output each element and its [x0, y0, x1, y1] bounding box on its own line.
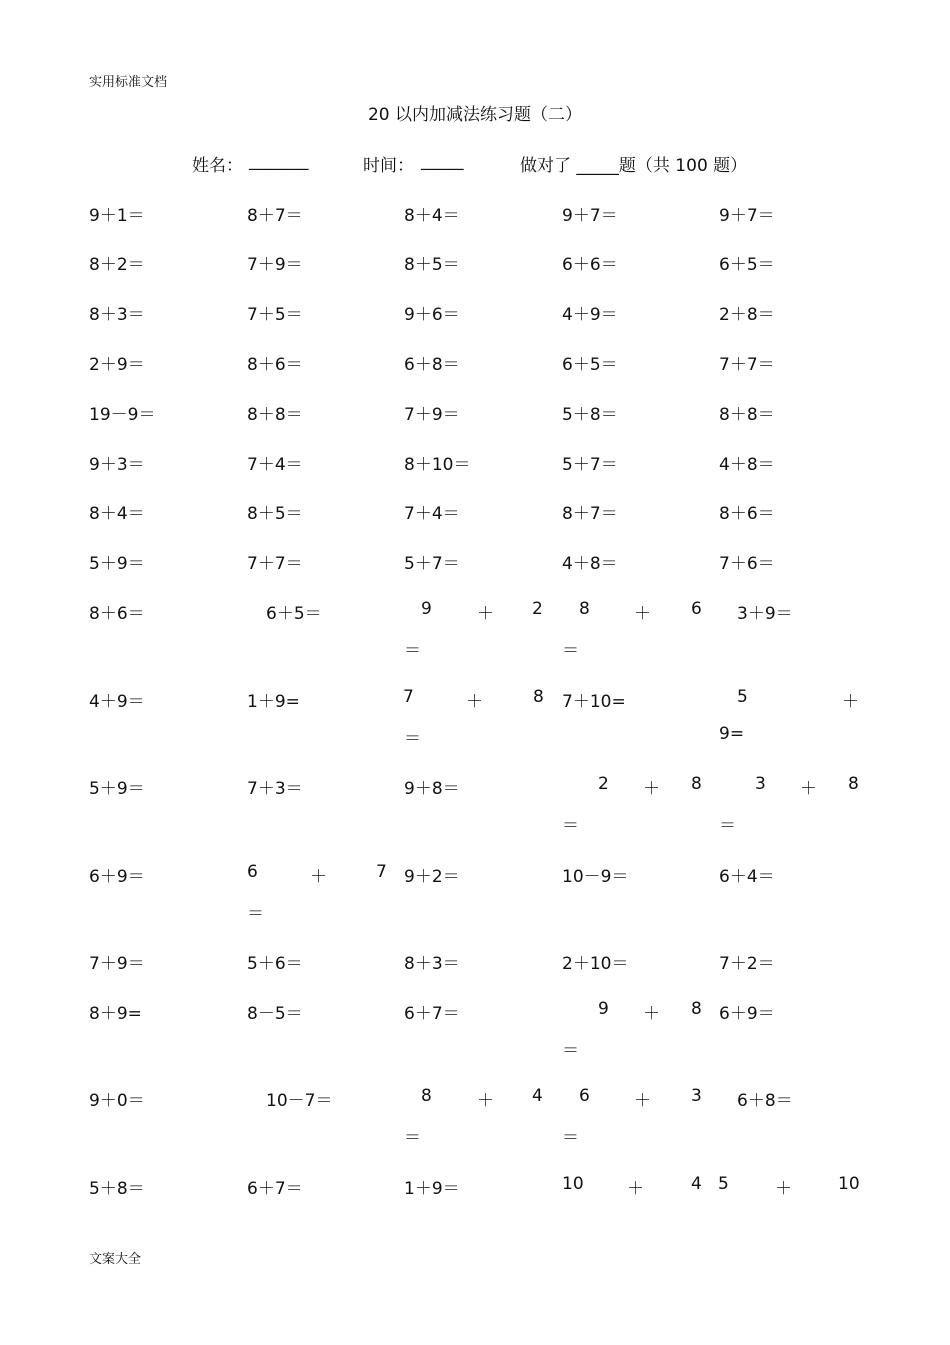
problem-token: 3	[755, 774, 766, 794]
problem-token: 8	[848, 774, 859, 794]
problem-token: ＋	[466, 692, 483, 712]
problem-token: 4	[532, 1086, 543, 1106]
problem-token: 6＋9＝	[719, 1004, 775, 1024]
problem-cell: 4＋9＝	[562, 305, 618, 325]
problem-token: ＋	[842, 692, 859, 712]
problem-token: ＋	[634, 1091, 651, 1111]
problem-cell: 8＋8＝	[719, 405, 775, 425]
problem-cell: 9＋1＝	[89, 206, 145, 226]
problem-token: ＋	[310, 867, 327, 887]
problem-token: ＋	[800, 779, 817, 799]
problem-token: ＋	[477, 604, 494, 624]
problem-cell: 6＋6＝	[562, 255, 618, 275]
problem-token: 4	[691, 1174, 702, 1194]
problem-token: 8＋6＝	[89, 604, 145, 624]
problem-token: ＋	[627, 1179, 644, 1199]
problem-cell: 9＋7＝	[719, 206, 775, 226]
problem-token: 5	[718, 1174, 729, 1194]
problem-cell: 7＋4＝	[404, 504, 460, 524]
problem-token: 9	[421, 599, 432, 619]
problem-cell: 6＋5＝	[719, 255, 775, 275]
page-header-text: 实用标准文档	[89, 75, 168, 90]
problem-token: ＋	[775, 1179, 792, 1199]
problem-cell: 8＋4＝	[89, 504, 145, 524]
problem-token: 8	[579, 599, 590, 619]
problem-token: 8－5＝	[247, 1004, 303, 1024]
problem-cell: 6＋5＝	[562, 355, 618, 375]
problem-token: ＋	[643, 1004, 660, 1024]
problem-token: 1＋9＝	[404, 1179, 460, 1199]
problem-token: 9＋2＝	[404, 867, 460, 887]
problem-token: 3	[691, 1086, 702, 1106]
problem-token: 8＋9=	[89, 1004, 142, 1024]
time-label: 时间：	[363, 156, 414, 176]
problem-token: ＝	[562, 1128, 579, 1148]
problem-cell: 7＋5＝	[247, 305, 303, 325]
problem-token: ＝	[719, 816, 736, 836]
problem-token: 6＋5＝	[266, 604, 322, 624]
problem-token: ＝	[562, 816, 579, 836]
problem-cell: 5＋7＝	[562, 455, 618, 475]
problem-cell: 7＋6＝	[719, 554, 775, 574]
problem-cell: 7＋7＝	[247, 554, 303, 574]
name-blank: _______	[249, 151, 309, 171]
score-label: 做对了 _____题（共 100 题）	[520, 156, 748, 176]
problem-token: 8	[533, 687, 544, 707]
problem-cell: 4＋8＝	[562, 554, 618, 574]
problem-token: ＝	[562, 641, 579, 661]
problem-token: 6＋8＝	[737, 1091, 793, 1111]
problem-token: 6＋4＝	[719, 867, 775, 887]
problem-token: 6＋7＝	[404, 1004, 460, 1024]
problem-token: 9＋0＝	[89, 1091, 145, 1111]
problem-token: 6	[247, 862, 258, 882]
problem-token: 5＋8＝	[89, 1179, 145, 1199]
problem-cell: 5＋8＝	[562, 405, 618, 425]
problem-cell: 8＋3＝	[89, 305, 145, 325]
problem-token: 3＋9＝	[737, 604, 793, 624]
problem-token: 7＋10=	[562, 692, 626, 712]
page-title: 20 以内加减法练习题（二）	[367, 105, 583, 125]
problem-cell: 8＋2＝	[89, 255, 145, 275]
problem-token: 8	[421, 1086, 432, 1106]
problem-cell: 9＋6＝	[404, 305, 460, 325]
problem-token: 6	[691, 599, 702, 619]
problem-token: 7＋9＝	[89, 954, 145, 974]
problem-token: ＝	[562, 1041, 579, 1061]
problem-cell: 7＋9＝	[247, 255, 303, 275]
problem-token: 7＋3＝	[247, 779, 303, 799]
problem-token: ＝	[247, 904, 264, 924]
problem-token: 7	[403, 687, 414, 707]
problem-token: 10	[838, 1174, 860, 1194]
problem-cell: 9＋7＝	[562, 206, 618, 226]
page-footer-text: 文案大全	[89, 1252, 142, 1267]
problem-cell: 2＋9＝	[89, 355, 145, 375]
problem-token: ＋	[643, 779, 660, 799]
problem-token: 2	[598, 774, 609, 794]
problem-token: 4＋9＝	[89, 692, 145, 712]
problem-cell: 8＋4＝	[404, 206, 460, 226]
problem-cell: 6＋8＝	[404, 355, 460, 375]
problem-token: 6＋7＝	[247, 1179, 303, 1199]
problem-token: 9＋8＝	[404, 779, 460, 799]
problem-token: 6＋9＝	[89, 867, 145, 887]
problem-cell: 5＋7＝	[404, 554, 460, 574]
problem-token: 5	[737, 687, 748, 707]
problem-cell: 5＋9＝	[89, 554, 145, 574]
problem-token: 8	[691, 999, 702, 1019]
problem-cell: 7＋9＝	[404, 405, 460, 425]
problem-token: 7	[376, 862, 387, 882]
problem-cell: 8＋6＝	[247, 355, 303, 375]
time-blank: _____	[421, 151, 464, 171]
problem-cell: 19－9＝	[89, 405, 156, 425]
problem-token: 2＋10＝	[562, 954, 629, 974]
problem-cell: 9＋3＝	[89, 455, 145, 475]
problem-cell: 2＋8＝	[719, 305, 775, 325]
problem-cell: 8＋5＝	[404, 255, 460, 275]
problem-token: 8	[691, 774, 702, 794]
problem-token: 10－9＝	[562, 867, 629, 887]
problem-token: 6	[579, 1086, 590, 1106]
problem-token: 9=	[719, 724, 745, 744]
problem-token: ＝	[404, 729, 421, 749]
problem-token: 5＋9＝	[89, 779, 145, 799]
problem-token: ＝	[404, 641, 421, 661]
problem-token: 9	[598, 999, 609, 1019]
problem-token: 7＋2＝	[719, 954, 775, 974]
problem-cell: 8＋10＝	[404, 455, 471, 475]
problem-token: 10	[562, 1174, 584, 1194]
problem-token: 5＋6＝	[247, 954, 303, 974]
problem-token: ＝	[404, 1128, 421, 1148]
problem-cell: 8＋6＝	[719, 504, 775, 524]
problem-cell: 4＋8＝	[719, 455, 775, 475]
problem-token: 2	[532, 599, 543, 619]
problem-cell: 8＋7＝	[247, 206, 303, 226]
problem-cell: 7＋4＝	[247, 455, 303, 475]
problem-cell: 8＋8＝	[247, 405, 303, 425]
problem-token: 10－7＝	[266, 1091, 333, 1111]
problem-token: 8＋3＝	[404, 954, 460, 974]
name-label: 姓名：	[192, 156, 243, 176]
problem-cell: 7＋7＝	[719, 355, 775, 375]
problem-token: ＋	[634, 604, 651, 624]
problem-token: 1＋9=	[247, 692, 300, 712]
problem-token: ＋	[477, 1091, 494, 1111]
problem-cell: 8＋7＝	[562, 504, 618, 524]
problem-cell: 8＋5＝	[247, 504, 303, 524]
